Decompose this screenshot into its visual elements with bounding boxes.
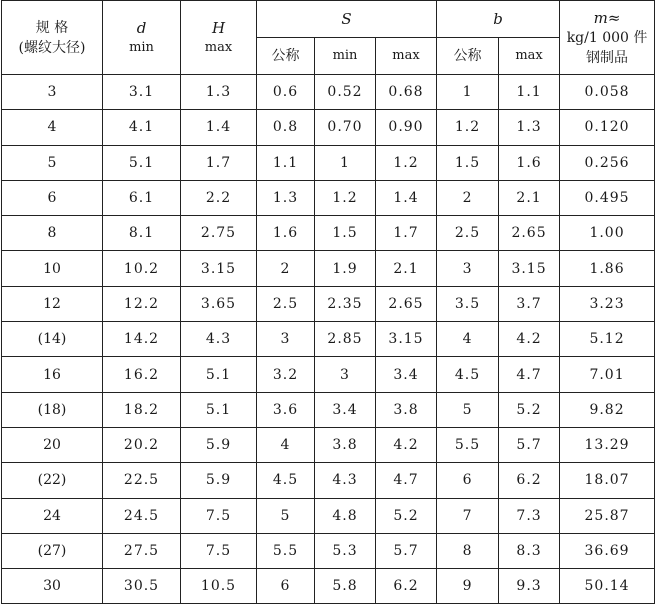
cell-S-min: 4.8	[315, 498, 376, 533]
table-row	[2, 75, 655, 110]
cell-b-max: 1.3	[499, 110, 560, 145]
cell-mass: 18.07	[560, 463, 655, 498]
H-header	[181, 1, 257, 75]
cell-spec: 8	[2, 216, 103, 251]
d-header	[103, 1, 181, 75]
cell-spec: 24	[2, 498, 103, 533]
d-sub: min	[129, 39, 154, 55]
cell-H-max: 4.3	[181, 322, 257, 357]
cell-S-min: 5.8	[315, 569, 376, 604]
cell-S-nominal: 4.5	[257, 463, 315, 498]
cell-spec: 6	[2, 180, 103, 215]
cell-mass: 3.23	[560, 286, 655, 321]
cell-d-min: 6.1	[103, 180, 181, 215]
cell-spec: 3	[2, 75, 103, 110]
cell-S-min: 3	[315, 357, 376, 392]
S-min-header: min	[315, 38, 376, 75]
table-row	[2, 251, 655, 286]
S-symbol: S	[341, 9, 352, 28]
cell-d-min: 27.5	[103, 533, 181, 568]
cell-S-nominal: 5.5	[257, 533, 315, 568]
cell-mass: 0.058	[560, 75, 655, 110]
cell-S-min: 3.8	[315, 427, 376, 462]
cell-d-min: 14.2	[103, 322, 181, 357]
cell-d-min: 8.1	[103, 216, 181, 251]
table-row	[2, 180, 655, 215]
cell-d-min: 10.2	[103, 251, 181, 286]
cell-S-min: 0.70	[315, 110, 376, 145]
cell-d-min: 12.2	[103, 286, 181, 321]
cell-d-min: 16.2	[103, 357, 181, 392]
cell-S-max: 2.65	[376, 286, 437, 321]
spec-header-line1: 规 格	[35, 19, 69, 36]
cell-b-max: 2.1	[499, 180, 560, 215]
cell-spec: (22)	[2, 463, 103, 498]
H-sub: max	[204, 39, 233, 55]
cell-spec: 16	[2, 357, 103, 392]
cell-spec: (18)	[2, 392, 103, 427]
cell-S-max: 4.2	[376, 427, 437, 462]
cell-S-max: 1.4	[376, 180, 437, 215]
cell-S-min: 2.35	[315, 286, 376, 321]
table-row	[2, 463, 655, 498]
cell-d-min: 18.2	[103, 392, 181, 427]
cell-S-nominal: 1.1	[257, 145, 315, 180]
cell-S-min: 3.4	[315, 392, 376, 427]
table-row	[2, 392, 655, 427]
cell-d-min: 24.5	[103, 498, 181, 533]
cell-b-nominal: 9	[437, 569, 499, 604]
cell-b-nominal: 1.2	[437, 110, 499, 145]
cell-mass: 0.256	[560, 145, 655, 180]
cell-S-min: 1.5	[315, 216, 376, 251]
cell-S-max: 5.7	[376, 533, 437, 568]
cell-S-nominal: 1.3	[257, 180, 315, 215]
cell-H-max: 10.5	[181, 569, 257, 604]
cell-mass: 13.29	[560, 427, 655, 462]
cell-b-max: 1.1	[499, 75, 560, 110]
cell-mass: 1.00	[560, 216, 655, 251]
mass-line1: m≈	[593, 8, 621, 27]
H-symbol: H	[211, 18, 226, 37]
cell-spec: 30	[2, 569, 103, 604]
cell-b-max: 5.7	[499, 427, 560, 462]
cell-b-max: 6.2	[499, 463, 560, 498]
cell-H-max: 5.9	[181, 427, 257, 462]
table-row	[2, 145, 655, 180]
cell-S-max: 0.68	[376, 75, 437, 110]
cell-S-min: 1.9	[315, 251, 376, 286]
cell-b-max: 4.7	[499, 357, 560, 392]
b-max-header: max	[499, 38, 560, 75]
cell-S-min: 1	[315, 145, 376, 180]
cell-S-max: 3.8	[376, 392, 437, 427]
cell-S-nominal: 4	[257, 427, 315, 462]
cell-S-min: 0.52	[315, 75, 376, 110]
table-header	[2, 1, 655, 75]
spec-header-line2: (螺纹大径)	[18, 39, 86, 56]
cell-d-min: 5.1	[103, 145, 181, 180]
cell-mass: 36.69	[560, 533, 655, 568]
table-row	[2, 569, 655, 604]
cell-mass: 7.01	[560, 357, 655, 392]
cell-b-nominal: 6	[437, 463, 499, 498]
cell-S-nominal: 0.6	[257, 75, 315, 110]
cell-mass: 1.86	[560, 251, 655, 286]
cell-spec: (27)	[2, 533, 103, 568]
cell-b-max: 8.3	[499, 533, 560, 568]
table-row	[2, 533, 655, 568]
table-row	[2, 322, 655, 357]
cell-mass: 25.87	[560, 498, 655, 533]
cell-spec: 20	[2, 427, 103, 462]
cell-H-max: 1.3	[181, 75, 257, 110]
cell-S-nominal: 3.6	[257, 392, 315, 427]
cell-S-max: 1.7	[376, 216, 437, 251]
cell-b-nominal: 5	[437, 392, 499, 427]
cell-b-max: 3.15	[499, 251, 560, 286]
cell-S-max: 3.4	[376, 357, 437, 392]
cell-mass: 5.12	[560, 322, 655, 357]
mass-line2: kg/1 000 件	[566, 29, 648, 46]
cell-H-max: 1.7	[181, 145, 257, 180]
cell-H-max: 2.2	[181, 180, 257, 215]
cell-b-nominal: 3.5	[437, 286, 499, 321]
cell-H-max: 5.1	[181, 392, 257, 427]
table-row	[2, 286, 655, 321]
cell-S-nominal: 3	[257, 322, 315, 357]
table-row	[2, 110, 655, 145]
cell-b-nominal: 4	[437, 322, 499, 357]
b-header	[437, 1, 560, 38]
cell-S-max: 0.90	[376, 110, 437, 145]
cell-H-max: 7.5	[181, 498, 257, 533]
b-nominal-header: 公称	[437, 38, 499, 75]
cell-d-min: 3.1	[103, 75, 181, 110]
S-nominal-header: 公称	[257, 38, 315, 75]
cell-b-nominal: 2.5	[437, 216, 499, 251]
cell-H-max: 2.75	[181, 216, 257, 251]
cell-b-max: 1.6	[499, 145, 560, 180]
cell-H-max: 7.5	[181, 533, 257, 568]
cell-S-nominal: 0.8	[257, 110, 315, 145]
cell-b-max: 3.7	[499, 286, 560, 321]
cell-S-nominal: 2	[257, 251, 315, 286]
spec-header	[2, 1, 103, 75]
b-symbol: b	[493, 9, 503, 28]
cell-S-nominal: 3.2	[257, 357, 315, 392]
cell-S-max: 3.15	[376, 322, 437, 357]
cell-S-max: 1.2	[376, 145, 437, 180]
cell-S-min: 4.3	[315, 463, 376, 498]
cell-S-nominal: 5	[257, 498, 315, 533]
cell-mass: 9.82	[560, 392, 655, 427]
cell-b-nominal: 2	[437, 180, 499, 215]
cell-S-max: 4.7	[376, 463, 437, 498]
cell-b-nominal: 8	[437, 533, 499, 568]
cell-b-nominal: 4.5	[437, 357, 499, 392]
cell-b-nominal: 7	[437, 498, 499, 533]
mass-header	[560, 1, 655, 75]
table-row	[2, 216, 655, 251]
table-body	[2, 75, 655, 604]
cell-d-min: 22.5	[103, 463, 181, 498]
cell-mass: 0.120	[560, 110, 655, 145]
cell-b-max: 2.65	[499, 216, 560, 251]
cell-b-max: 4.2	[499, 322, 560, 357]
cell-S-min: 2.85	[315, 322, 376, 357]
cell-spec: (14)	[2, 322, 103, 357]
cell-S-min: 5.3	[315, 533, 376, 568]
cell-b-max: 5.2	[499, 392, 560, 427]
cell-S-max: 6.2	[376, 569, 437, 604]
cell-H-max: 1.4	[181, 110, 257, 145]
table-row	[2, 357, 655, 392]
table-row	[2, 498, 655, 533]
cell-spec: 5	[2, 145, 103, 180]
cell-mass: 50.14	[560, 569, 655, 604]
cell-H-max: 5.1	[181, 357, 257, 392]
cell-S-nominal: 1.6	[257, 216, 315, 251]
cell-d-min: 20.2	[103, 427, 181, 462]
cell-d-min: 4.1	[103, 110, 181, 145]
cell-S-nominal: 2.5	[257, 286, 315, 321]
spec-table	[1, 0, 655, 604]
cell-b-nominal: 3	[437, 251, 499, 286]
cell-S-nominal: 6	[257, 569, 315, 604]
cell-mass: 0.495	[560, 180, 655, 215]
cell-spec: 4	[2, 110, 103, 145]
cell-S-min: 1.2	[315, 180, 376, 215]
cell-b-nominal: 1	[437, 75, 499, 110]
cell-H-max: 3.65	[181, 286, 257, 321]
table-row	[2, 427, 655, 462]
cell-spec: 12	[2, 286, 103, 321]
cell-S-max: 2.1	[376, 251, 437, 286]
cell-spec: 10	[2, 251, 103, 286]
cell-b-max: 7.3	[499, 498, 560, 533]
cell-b-nominal: 5.5	[437, 427, 499, 462]
cell-S-max: 5.2	[376, 498, 437, 533]
cell-b-nominal: 1.5	[437, 145, 499, 180]
S-header	[257, 1, 437, 38]
S-max-header: max	[376, 38, 437, 75]
cell-b-max: 9.3	[499, 569, 560, 604]
mass-line3: 钢制品	[586, 49, 629, 66]
cell-d-min: 30.5	[103, 569, 181, 604]
cell-H-max: 5.9	[181, 463, 257, 498]
d-symbol: d	[136, 18, 147, 37]
cell-H-max: 3.15	[181, 251, 257, 286]
